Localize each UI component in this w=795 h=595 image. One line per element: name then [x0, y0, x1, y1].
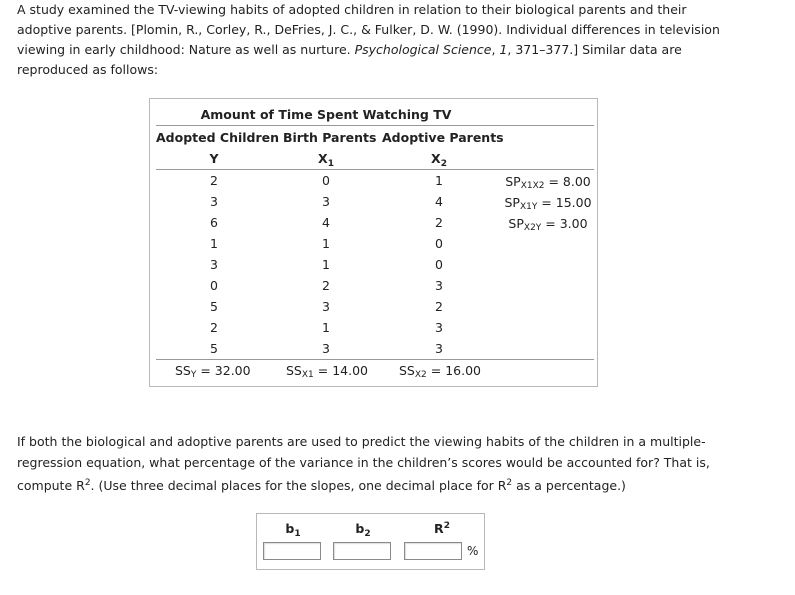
var-x1: $X_1$ — [318, 151, 334, 169]
y-value: 5 — [210, 299, 218, 314]
x2-value: 4 — [435, 194, 443, 209]
journal-volume: 1 — [499, 42, 508, 57]
journal-name: Psychological Science — [354, 42, 492, 57]
y-value: 3 — [210, 194, 218, 209]
sp-values — [503, 171, 593, 234]
x2-value: 0 — [435, 236, 443, 251]
ss-y: $SS_Y = 32.00$ — [175, 363, 251, 380]
x2-value: 0 — [435, 257, 443, 272]
footer-rule — [156, 359, 594, 360]
y-value: 6 — [210, 215, 218, 230]
column-x1 — [304, 170, 348, 359]
x2-value: 2 — [435, 299, 443, 314]
b2-input[interactable] — [333, 542, 391, 560]
b1-input[interactable] — [263, 542, 321, 560]
ss-x1: $SS_{X1} = 14.00$ — [286, 363, 368, 380]
caption-rule — [156, 125, 594, 126]
column-x2 — [417, 170, 461, 359]
var-x2: $X_2$ — [431, 151, 447, 169]
x2-value: 3 — [435, 278, 443, 293]
y-value: 2 — [210, 320, 218, 335]
x2-value: 2 — [435, 215, 443, 230]
x1-value: 1 — [322, 257, 330, 272]
sp-x2y: $SP_{X2Y} = 3.00$ — [508, 216, 588, 233]
y-value: 5 — [210, 341, 218, 356]
table-caption: Amount of Time Spent Watching TV — [200, 107, 452, 122]
ss-x2: $SS_{X2} = 16.00$ — [399, 363, 481, 380]
x2-value: 3 — [435, 320, 443, 335]
y-value: 0 — [210, 278, 218, 293]
r2-input[interactable] — [404, 542, 462, 560]
answer-box — [256, 513, 485, 570]
var-y: Y — [209, 151, 219, 166]
x1-value: 0 — [322, 173, 330, 188]
sp-x1x2: $SP_{X1X2} = 8.00$ — [505, 174, 591, 191]
y-value: 3 — [210, 257, 218, 272]
y-value: 1 — [210, 236, 218, 251]
x2-value: 3 — [435, 341, 443, 356]
percent-sign: % — [467, 544, 479, 558]
x1-value: 4 — [322, 215, 330, 230]
header-adopted-children: Adopted Children — [156, 130, 280, 145]
x1-value: 2 — [322, 278, 330, 293]
b2-label: $b_2$ — [355, 521, 371, 539]
r2-label: $R^2$ — [434, 521, 450, 536]
sp-x1y: $SP_{X1Y} = 15.00$ — [504, 195, 592, 212]
column-y — [192, 170, 236, 359]
data-table — [149, 98, 598, 387]
x2-value: 1 — [435, 173, 443, 188]
header-birth-parents: Birth Parents — [283, 130, 377, 145]
problem-intro: A study examined the TV-viewing habits of adopted children in relation to their biological parents and their adoptive parents. [Plomin, R., Corley, R., DeFries, J. C., & Fulker, D. W. (1990). Individual differences in television viewing in early childhood: Nature as well as nurture. Psychological Science, 1, 371–377.] Similar data are reproduced as follows: — [17, 2, 720, 77]
y-value: 2 — [210, 173, 218, 188]
question-text: If both the biological and adoptive parents are used to predict the viewing habits of the children in a multiple-regression equation, what percentage of the variance in the children’s scores would be accounted for? That is, compute $R^2$. (Use three decimal places for the slopes, one decimal place for $R^2$ as a percentage.) — [17, 434, 710, 493]
x1-value: 1 — [322, 320, 330, 335]
b1-label: $b_1$ — [285, 521, 301, 539]
x1-value: 3 — [322, 299, 330, 314]
x1-value: 1 — [322, 236, 330, 251]
header-adoptive-parents: Adoptive Parents — [382, 130, 504, 145]
x1-value: 3 — [322, 194, 330, 209]
x1-value: 3 — [322, 341, 330, 356]
